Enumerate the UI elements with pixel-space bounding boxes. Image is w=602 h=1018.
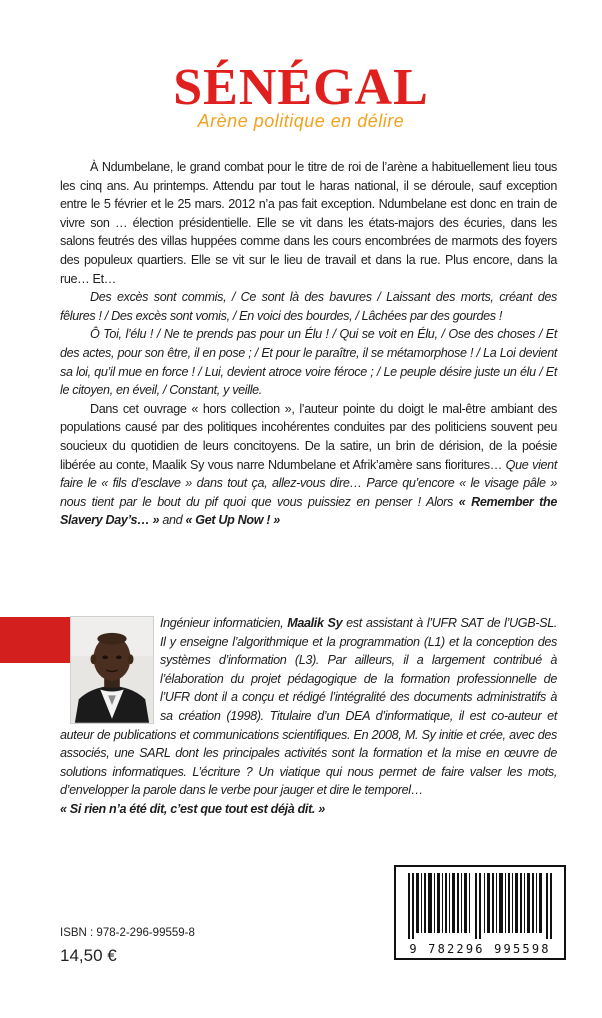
blurb-final-bold-1: « Remember the Slavery Day’s… » — [60, 494, 558, 528]
book-title: SÉNÉGAL — [173, 59, 429, 116]
price: 14,50 € — [60, 946, 117, 965]
blurb-poem-1: Des excès sont commis, / Ce sont là des bavures / Laissant des morts, créant des fêlures ! / Des excès sont vomis, / En voici des bourdes, / Lâchées par des gourdes ! — [60, 290, 557, 323]
photo-spacer — [60, 614, 160, 724]
blurb-paragraph: À Ndumbelane, le grand combat pour le titre de roi de l’arène a habituellement lieu tous les cinq ans. Au printemps. Attendu par tout le haras national, il se déroule, sauf exception entre le 5 février et le 25 mars. 2012 n’a pas fait exception. Ndumbelane est donc en train de vivre son … élection présidentielle. Elle se vit dans les états-majors des écuries, dans les salons feutrés des villas huppées comme dans les cours encombrées de marmots des foyers des populeux quartiers. Elle se vit sur le lieu de travail et dans la rue. Plus encore, dans la rue… Et… — [60, 160, 557, 286]
bio-intro: Ingénieur informaticien, — [160, 616, 288, 630]
bio-body: est assistant à l’UFR SAT de l’UGB-SL. Il y enseigne l’algorithmique et la programmation (L1) et la conception des systèmes d’information (L3). Par ailleurs, il a largement contribué à l’élaboration du projet pédagogique de la formation professionnelle de l’UFR dont il a conçu et rédigé l’intégralité des documents administratifs à sa création (1998). Titulaire d’un DEA d’informatique, il est co-auteur et auteur de publications et communications scientifiques. En 2008, M. Sy initie et crée, avec des associés, une SARL dont les principales activités sont la formation et la mise en œuvre de solutions informatiques. L’écriture ? Un viatique qui nous permet de faire valser les mots, d’envelopper la parole dans le verbe pour jauger et dire le temporel… — [60, 616, 557, 798]
blurb-final-and: and — [159, 513, 186, 528]
author-bio — [60, 614, 557, 819]
blurb-text — [60, 158, 557, 530]
isbn: ISBN : 978-2-296-99559-8 — [60, 927, 195, 939]
barcode — [394, 865, 566, 960]
blurb-final-italic: Que vient faire le « fils d’esclave » dans tout ça, allez-vous dire… Parce qu’encore « le visage pâle » nous tient par le bout du pif quoi que vous puissiez en penser ! Alors — [60, 457, 557, 509]
barcode-number: 9 782296 995598 — [409, 942, 551, 956]
blurb-final-bold-2: « Get Up Now ! » — [185, 513, 280, 528]
bio-author-name: Maalik Sy — [287, 616, 343, 630]
bio-quote: « Si rien n’a été dit, c’est que tout est déjà dit. » — [60, 801, 325, 816]
blurb-poem-2: Ô Toi, l’élu ! / Ne te prends pas pour un Élu ! / Qui se voit en Élu, / Ose des choses / Et des actes, pour son être, il en pose ; / Et pour le paraître, il se métamorphose ! / La Loi devient sa loi, qu’il mue en force ! / Lui, devient atroce voire féroce ; / Le peuple désire juste un élu / Et le citoyen, en éveil, / Constant, y veille. — [60, 327, 557, 398]
blurb-paragraph-final — [60, 400, 557, 530]
barcode-bars — [402, 873, 558, 939]
book-subtitle: Arène politique en délire — [197, 111, 405, 131]
blurb-final-normal: Dans cet ouvrage « hors collection », l’auteur pointe du doigt le mal-être ambiant des populations causé par des politiques incohérentes conduites par des politiciens souvent peu soucieux du quotidien de leurs concitoyens. De la satire, un brin de dérision, de la poésie libérée au conte, Maalik Sy vous narre Ndumbelane et Afrik’amère sans fioritures… — [60, 401, 557, 472]
